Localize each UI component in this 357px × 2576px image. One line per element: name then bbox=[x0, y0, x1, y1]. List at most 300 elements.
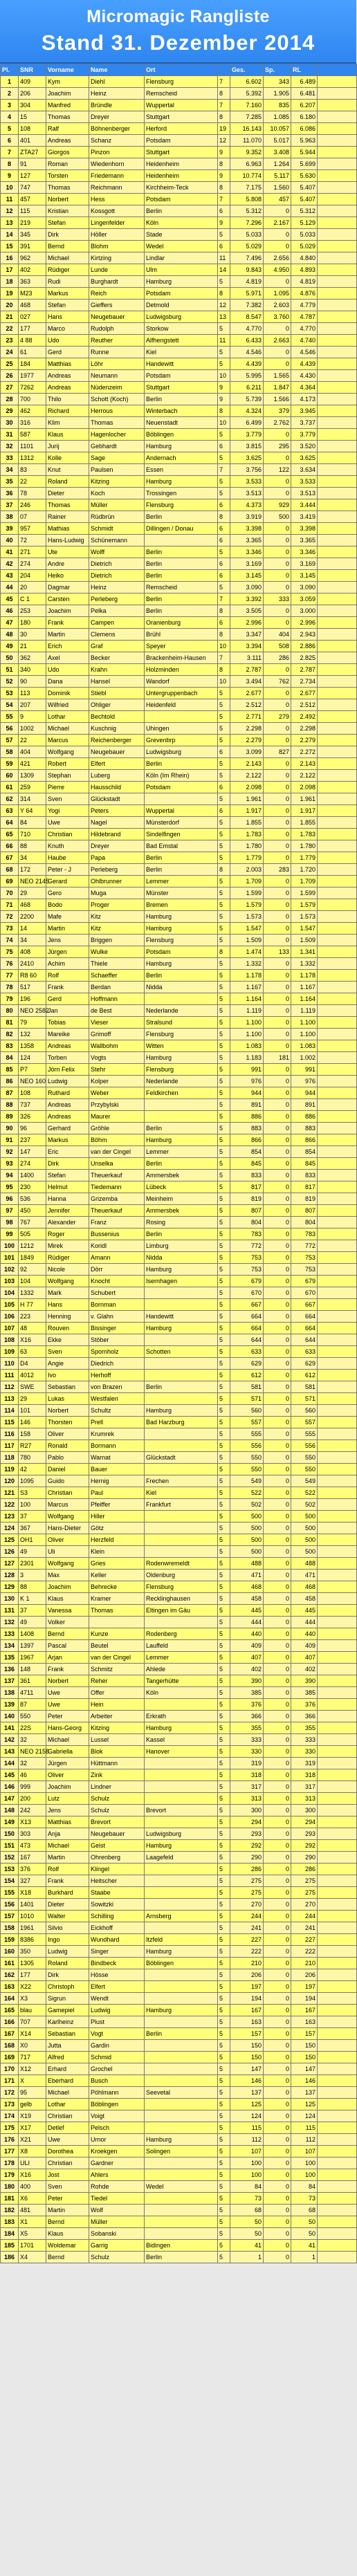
cell-sp: 0 bbox=[264, 1558, 291, 1570]
cell-rl: 3.090 bbox=[291, 582, 318, 594]
cell-snr: 92 bbox=[19, 1264, 46, 1276]
cell-empty bbox=[318, 417, 357, 429]
cell-sp: 0 bbox=[264, 1758, 291, 1769]
cell-vorname: Udo bbox=[46, 335, 89, 347]
cell-ort bbox=[145, 2052, 218, 2063]
cell-vorname: Hans-Georg bbox=[46, 1722, 89, 1734]
cell-rl: 2.787 bbox=[291, 664, 318, 676]
table-row bbox=[1, 1229, 357, 1240]
cell-rank: 24 bbox=[1, 347, 19, 358]
cell-ort: Holzminden bbox=[145, 664, 218, 676]
cell-vorname: Axel bbox=[46, 652, 89, 664]
cell-bl: 5 bbox=[218, 1452, 230, 1464]
cell-sp: 0 bbox=[264, 2158, 291, 2169]
cell-ges: 4.324 bbox=[230, 405, 264, 417]
cell-rank: 142 bbox=[1, 1734, 19, 1746]
cell-name: Bissinger bbox=[89, 1323, 145, 1334]
table-row bbox=[1, 746, 357, 758]
cell-name: Bussenius bbox=[89, 1229, 145, 1240]
cell-vorname: Sebastian bbox=[46, 1381, 89, 1393]
cell-snr: NEO 160 bbox=[19, 1076, 46, 1087]
cell-name: Proger bbox=[89, 899, 145, 911]
cell-name: Plust bbox=[89, 2016, 145, 2028]
cell-empty bbox=[318, 2228, 357, 2240]
cell-empty bbox=[318, 1029, 357, 1040]
cell-rl: 1.780 bbox=[291, 840, 318, 852]
cell-ort: Handewitt bbox=[145, 1311, 218, 1323]
cell-empty bbox=[318, 641, 357, 652]
cell-name: Höller bbox=[89, 229, 145, 241]
cell-snr: X22 bbox=[19, 1981, 46, 1993]
table-row bbox=[1, 1511, 357, 1522]
table-row bbox=[1, 394, 357, 405]
cell-name: Reichenberger bbox=[89, 735, 145, 746]
cell-rank: 179 bbox=[1, 2169, 19, 2181]
cell-empty bbox=[318, 1593, 357, 1605]
cell-name: Hüttmann bbox=[89, 1758, 145, 1769]
table-row bbox=[1, 2146, 357, 2158]
cell-ort: Berlin bbox=[145, 2252, 218, 2263]
cell-ges: 3.394 bbox=[230, 641, 264, 652]
table-row bbox=[1, 594, 357, 605]
cell-rank: 125 bbox=[1, 1534, 19, 1546]
cell-ort: Limburg bbox=[145, 1240, 218, 1252]
cell-empty bbox=[318, 264, 357, 276]
cell-ort: Oranienburg bbox=[145, 617, 218, 629]
cell-vorname: Ludwig bbox=[46, 1946, 89, 1958]
cell-ges: 6.602 bbox=[230, 76, 264, 88]
cell-rl: 5.407 bbox=[291, 194, 318, 205]
cell-snr: X3 bbox=[19, 1993, 46, 2005]
cell-rl: 1.579 bbox=[291, 899, 318, 911]
cell-empty bbox=[318, 782, 357, 793]
cell-sp: 0 bbox=[264, 1911, 291, 1922]
cell-snr: 34 bbox=[19, 852, 46, 864]
cell-sp: 835 bbox=[264, 100, 291, 111]
cell-rl: 1.167 bbox=[291, 982, 318, 993]
cell-empty bbox=[318, 864, 357, 876]
cell-sp: 0 bbox=[264, 1946, 291, 1958]
cell-ges: 5.808 bbox=[230, 194, 264, 205]
cell-rl: 3.520 bbox=[291, 441, 318, 452]
cell-name: Herrous bbox=[89, 405, 145, 417]
cell-name: Knocht bbox=[89, 1276, 145, 1287]
cell-vorname: Jennifer bbox=[46, 1205, 89, 1217]
cell-empty bbox=[318, 300, 357, 311]
table-row bbox=[1, 688, 357, 699]
cell-snr: 274 bbox=[19, 1158, 46, 1170]
cell-rank: 10 bbox=[1, 182, 19, 194]
cell-ges: 1.779 bbox=[230, 852, 264, 864]
cell-vorname: Dana bbox=[46, 676, 89, 688]
cell-sp: 0 bbox=[264, 2052, 291, 2063]
cell-ges: 550 bbox=[230, 1464, 264, 1475]
cell-empty bbox=[318, 1346, 357, 1358]
cell-vorname: Andreas bbox=[46, 1111, 89, 1123]
cell-empty bbox=[318, 288, 357, 300]
cell-ort: Storkow bbox=[145, 323, 218, 335]
cell-rank: 32 bbox=[1, 441, 19, 452]
cell-sp: 0 bbox=[264, 347, 291, 358]
cell-empty bbox=[318, 100, 357, 111]
cell-bl: 8 bbox=[218, 88, 230, 100]
cell-snr: 223 bbox=[19, 1311, 46, 1323]
cell-name: Clemens bbox=[89, 629, 145, 641]
cell-rank: 20 bbox=[1, 300, 19, 311]
cell-ort: Ludwigsburg bbox=[145, 1828, 218, 1840]
table-row bbox=[1, 911, 357, 923]
cell-empty bbox=[318, 1428, 357, 1440]
cell-empty bbox=[318, 1746, 357, 1758]
cell-sp: 0 bbox=[264, 1440, 291, 1452]
cell-rank: 38 bbox=[1, 511, 19, 523]
cell-name: Neugebauer bbox=[89, 311, 145, 323]
cell-name: Berdan bbox=[89, 982, 145, 993]
cell-empty bbox=[318, 2052, 357, 2063]
cell-empty bbox=[318, 1417, 357, 1428]
cell-sp: 0 bbox=[264, 1793, 291, 1805]
cell-rl: 612 bbox=[291, 1370, 318, 1381]
cell-rl: 115 bbox=[291, 2122, 318, 2134]
cell-sp: 0 bbox=[264, 1864, 291, 1875]
cell-snr: 404 bbox=[19, 746, 46, 758]
cell-ort: Sindelfingen bbox=[145, 829, 218, 840]
table-row bbox=[1, 429, 357, 441]
cell-vorname: Stefan bbox=[46, 1170, 89, 1181]
cell-rank: 165 bbox=[1, 2005, 19, 2016]
table-row bbox=[1, 1793, 357, 1805]
cell-empty bbox=[318, 170, 357, 182]
cell-rl: 227 bbox=[291, 1934, 318, 1946]
cell-ges: 555 bbox=[230, 1428, 264, 1440]
cell-ges: 444 bbox=[230, 1617, 264, 1628]
cell-empty bbox=[318, 723, 357, 735]
cell-ges: 409 bbox=[230, 1640, 264, 1652]
cell-bl: 5 bbox=[218, 1522, 230, 1534]
cell-vorname: Ronald bbox=[46, 1440, 89, 1452]
cell-snr: 88 bbox=[19, 840, 46, 852]
cell-ort: Kassel bbox=[145, 1734, 218, 1746]
table-row bbox=[1, 817, 357, 829]
cell-ort: Speyer bbox=[145, 641, 218, 652]
table-row bbox=[1, 1664, 357, 1675]
cell-ort: Berlin bbox=[145, 594, 218, 605]
cell-bl: 5 bbox=[218, 1205, 230, 1217]
cell-ort: Lemmer bbox=[145, 1146, 218, 1158]
cell-empty bbox=[318, 158, 357, 170]
cell-rank: 48 bbox=[1, 629, 19, 641]
cell-sp: 0 bbox=[264, 1193, 291, 1205]
cell-bl: 5 bbox=[218, 1181, 230, 1193]
cell-empty bbox=[318, 2216, 357, 2228]
cell-sp: 0 bbox=[264, 993, 291, 1005]
cell-bl: 5 bbox=[218, 1934, 230, 1946]
cell-name: Hiller bbox=[89, 1511, 145, 1522]
cell-rank: 119 bbox=[1, 1464, 19, 1475]
cell-ort: Hamburg bbox=[145, 2005, 218, 2016]
cell-snr: X13 bbox=[19, 1816, 46, 1828]
cell-rl: 1.547 bbox=[291, 923, 318, 935]
cell-sp: 0 bbox=[264, 1828, 291, 1840]
cell-rl: 5.944 bbox=[291, 147, 318, 158]
cell-empty bbox=[318, 935, 357, 946]
column-header-ort: Ort bbox=[145, 64, 218, 76]
cell-name: Gardin bbox=[89, 2040, 145, 2052]
table-row bbox=[1, 1311, 357, 1323]
cell-vorname: Wolfgang bbox=[46, 1511, 89, 1522]
cell-empty bbox=[318, 688, 357, 699]
cell-vorname: Peter - J bbox=[46, 864, 89, 876]
cell-ges: 84 bbox=[230, 2181, 264, 2193]
cell-snr: X19 bbox=[19, 2110, 46, 2122]
cell-bl: 5 bbox=[218, 1005, 230, 1017]
cell-sp: 0 bbox=[264, 229, 291, 241]
cell-bl: 5 bbox=[218, 911, 230, 923]
cell-empty bbox=[318, 1123, 357, 1134]
cell-snr: X16 bbox=[19, 1334, 46, 1346]
cell-vorname: Dirk bbox=[46, 229, 89, 241]
cell-ges: 73 bbox=[230, 2193, 264, 2205]
cell-ort: Eltingen im Gäu bbox=[145, 1605, 218, 1617]
cell-sp: 2.663 bbox=[264, 335, 291, 347]
cell-rl: 4.787 bbox=[291, 311, 318, 323]
cell-snr: 7262 bbox=[19, 382, 46, 394]
cell-ort: Lübeck bbox=[145, 1181, 218, 1193]
cell-rl: 4.173 bbox=[291, 394, 318, 405]
cell-bl: 5 bbox=[218, 1864, 230, 1875]
cell-empty bbox=[318, 2040, 357, 2052]
cell-bl: 5 bbox=[218, 2216, 230, 2228]
cell-empty bbox=[318, 229, 357, 241]
cell-bl: 5 bbox=[218, 1969, 230, 1981]
cell-empty bbox=[318, 147, 357, 158]
cell-rl: 2.943 bbox=[291, 629, 318, 641]
cell-empty bbox=[318, 2252, 357, 2263]
cell-snr: 147 bbox=[19, 1146, 46, 1158]
table-row bbox=[1, 1252, 357, 1264]
cell-rl: 286 bbox=[291, 1864, 318, 1875]
cell-sp: 0 bbox=[264, 1381, 291, 1393]
cell-rank: 154 bbox=[1, 1875, 19, 1887]
cell-snr: 167 bbox=[19, 1852, 46, 1864]
cell-ges: 772 bbox=[230, 1240, 264, 1252]
cell-sp: 333 bbox=[264, 594, 291, 605]
cell-rl: 73 bbox=[291, 2193, 318, 2205]
cell-rank: 1 bbox=[1, 76, 19, 88]
cell-name: v. Glahn bbox=[89, 1311, 145, 1323]
cell-rl: 807 bbox=[291, 1205, 318, 1217]
cell-empty bbox=[318, 2240, 357, 2252]
cell-rl: 197 bbox=[291, 1981, 318, 1993]
cell-empty bbox=[318, 1711, 357, 1722]
cell-rank: 161 bbox=[1, 1958, 19, 1969]
cell-sp: 0 bbox=[264, 1146, 291, 1158]
cell-name: Nüdenzeim bbox=[89, 382, 145, 394]
cell-bl: 5 bbox=[218, 1828, 230, 1840]
cell-bl: 10 bbox=[218, 417, 230, 429]
cell-rank: 98 bbox=[1, 1217, 19, 1229]
cell-ort: Potsdam bbox=[145, 782, 218, 793]
cell-rl: 772 bbox=[291, 1240, 318, 1252]
cell-rank: 50 bbox=[1, 652, 19, 664]
cell-ges: 550 bbox=[230, 1452, 264, 1464]
cell-rank: 132 bbox=[1, 1617, 19, 1628]
cell-rank: 46 bbox=[1, 605, 19, 617]
cell-bl: 5 bbox=[218, 358, 230, 370]
table-row bbox=[1, 1593, 357, 1605]
cell-name: Hernig bbox=[89, 1475, 145, 1487]
table-row bbox=[1, 1581, 357, 1593]
cell-ort: Hamburg bbox=[145, 1946, 218, 1958]
cell-name: Lunde bbox=[89, 264, 145, 276]
cell-sp: 2.167 bbox=[264, 217, 291, 229]
cell-vorname: Peter bbox=[46, 1711, 89, 1722]
page-subtitle: Stand 31. Dezember 2014 bbox=[41, 30, 315, 55]
cell-sp: 0 bbox=[264, 2099, 291, 2110]
table-row bbox=[1, 1969, 357, 1981]
cell-name: Singer bbox=[89, 1946, 145, 1958]
cell-ort: Bremen bbox=[145, 899, 218, 911]
cell-snr: 1977 bbox=[19, 370, 46, 382]
cell-snr: 1849 bbox=[19, 1252, 46, 1264]
cell-vorname: Martin bbox=[46, 629, 89, 641]
cell-sp: 0 bbox=[264, 2146, 291, 2158]
cell-ort bbox=[145, 1287, 218, 1299]
cell-ges: 500 bbox=[230, 1546, 264, 1558]
cell-rl: 581 bbox=[291, 1381, 318, 1393]
cell-ges: 3.090 bbox=[230, 582, 264, 594]
cell-ort: Berlin bbox=[145, 1123, 218, 1134]
cell-ges: 976 bbox=[230, 1076, 264, 1087]
cell-empty bbox=[318, 1193, 357, 1205]
cell-ort: Berlin bbox=[145, 546, 218, 558]
cell-name: Kunze bbox=[89, 1628, 145, 1640]
cell-vorname: Arjan bbox=[46, 1652, 89, 1664]
cell-name: Gries bbox=[89, 1558, 145, 1570]
cell-ges: 440 bbox=[230, 1628, 264, 1640]
cell-snr: 1309 bbox=[19, 770, 46, 782]
cell-sp: 0 bbox=[264, 488, 291, 499]
cell-rl: 571 bbox=[291, 1393, 318, 1405]
cell-sp: 0 bbox=[264, 1346, 291, 1358]
cell-snr: 72 bbox=[19, 535, 46, 546]
cell-vorname: Dorothea bbox=[46, 2146, 89, 2158]
cell-bl: 8 bbox=[218, 288, 230, 300]
cell-rank: 41 bbox=[1, 546, 19, 558]
cell-ges: 147 bbox=[230, 2063, 264, 2075]
cell-bl: 10 bbox=[218, 641, 230, 652]
cell-bl: 5 bbox=[218, 1946, 230, 1958]
cell-empty bbox=[318, 252, 357, 264]
cell-snr: 1212 bbox=[19, 1240, 46, 1252]
table-row bbox=[1, 1405, 357, 1417]
cell-snr: 1967 bbox=[19, 1652, 46, 1664]
cell-rank: 36 bbox=[1, 488, 19, 499]
cell-rl: 125 bbox=[291, 2099, 318, 2110]
cell-empty bbox=[318, 617, 357, 629]
table-row bbox=[1, 323, 357, 335]
cell-vorname: Tobias bbox=[46, 1017, 89, 1029]
cell-rank: 177 bbox=[1, 2146, 19, 2158]
cell-rank: 67 bbox=[1, 852, 19, 864]
cell-rank: 93 bbox=[1, 1158, 19, 1170]
cell-rank: 13 bbox=[1, 217, 19, 229]
cell-bl: 5 bbox=[218, 1805, 230, 1816]
cell-rl: 3.513 bbox=[291, 488, 318, 499]
cell-rank: 135 bbox=[1, 1652, 19, 1664]
cell-name: Voigt bbox=[89, 2110, 145, 2122]
cell-snr: blau bbox=[19, 2005, 46, 2016]
cell-empty bbox=[318, 1264, 357, 1276]
cell-empty bbox=[318, 758, 357, 770]
cell-ges: 2.771 bbox=[230, 711, 264, 723]
cell-rl: 100 bbox=[291, 2169, 318, 2181]
cell-empty bbox=[318, 1722, 357, 1734]
cell-vorname: Thilo bbox=[46, 394, 89, 405]
cell-ort bbox=[145, 1099, 218, 1111]
cell-ges: 2.512 bbox=[230, 699, 264, 711]
cell-bl: 14 bbox=[218, 264, 230, 276]
cell-sp: 0 bbox=[264, 476, 291, 488]
table-row bbox=[1, 2240, 357, 2252]
cell-rl: 753 bbox=[291, 1264, 318, 1276]
cell-bl: 5 bbox=[218, 2240, 230, 2252]
cell-rl: 1.100 bbox=[291, 1017, 318, 1029]
cell-ort bbox=[145, 1370, 218, 1381]
cell-bl: 5 bbox=[218, 1193, 230, 1205]
cell-vorname: Kolle bbox=[46, 452, 89, 464]
cell-snr: X18 bbox=[19, 1887, 46, 1899]
cell-snr: 230 bbox=[19, 1181, 46, 1193]
cell-name: Koch bbox=[89, 488, 145, 499]
cell-empty bbox=[318, 123, 357, 135]
cell-bl: 9 bbox=[218, 382, 230, 394]
cell-snr: 29 bbox=[19, 887, 46, 899]
cell-vorname: Roger bbox=[46, 1229, 89, 1240]
cell-empty bbox=[318, 2169, 357, 2181]
cell-sp: 0 bbox=[264, 2169, 291, 2181]
cell-rank: 145 bbox=[1, 1769, 19, 1781]
cell-bl: 5 bbox=[218, 546, 230, 558]
cell-rl: 1.779 bbox=[291, 852, 318, 864]
cell-sp: 0 bbox=[264, 2252, 291, 2263]
cell-vorname: Lothar bbox=[46, 711, 89, 723]
cell-ges: 629 bbox=[230, 1358, 264, 1370]
cell-name: Spornholz bbox=[89, 1346, 145, 1358]
cell-snr: 96 bbox=[19, 1123, 46, 1134]
table-row bbox=[1, 2005, 357, 2016]
cell-sp: 1.560 bbox=[264, 182, 291, 194]
cell-snr: 32 bbox=[19, 1758, 46, 1769]
cell-vorname: Mathias bbox=[46, 523, 89, 535]
cell-bl: 6 bbox=[218, 441, 230, 452]
table-row bbox=[1, 2205, 357, 2216]
cell-snr: X17 bbox=[19, 2122, 46, 2134]
cell-empty bbox=[318, 1664, 357, 1675]
cell-rl: 6.481 bbox=[291, 88, 318, 100]
cell-bl: 5 bbox=[218, 1299, 230, 1311]
cell-empty bbox=[318, 970, 357, 982]
cell-ort: Potsdam bbox=[145, 194, 218, 205]
cell-vorname: Torben bbox=[46, 1052, 89, 1064]
cell-bl: 7 bbox=[218, 594, 230, 605]
cell-name: Behrecke bbox=[89, 1581, 145, 1593]
cell-sp: 0 bbox=[264, 958, 291, 970]
cell-snr: 1400 bbox=[19, 1170, 46, 1181]
cell-empty bbox=[318, 2205, 357, 2216]
table-row bbox=[1, 735, 357, 746]
cell-rl: 4.893 bbox=[291, 264, 318, 276]
